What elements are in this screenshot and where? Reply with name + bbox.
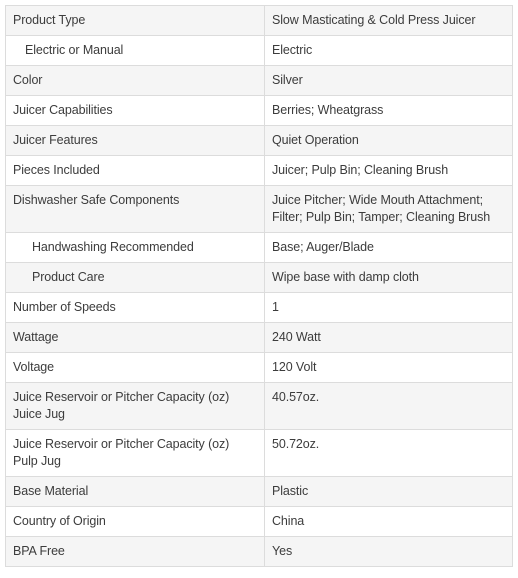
spec-row-juice-jug-capacity <box>6 383 513 430</box>
spec-value: Berries; Wheatgrass <box>265 96 513 126</box>
spec-value: Juice Pitcher; Wide Mouth Attachment; Filter; Pulp Bin; Tamper; Cleaning Brush <box>265 186 513 233</box>
spec-value: Slow Masticating & Cold Press Juicer <box>265 6 513 36</box>
spec-row-juicer-features <box>6 126 513 156</box>
spec-value: Plastic <box>265 477 513 507</box>
spec-label: Product Type <box>6 6 265 36</box>
spec-row-country-of-origin <box>6 507 513 537</box>
spec-value: Silver <box>265 66 513 96</box>
spec-value: China <box>265 507 513 537</box>
spec-label: Number of Speeds <box>6 293 265 323</box>
spec-value: Electric <box>265 36 513 66</box>
spec-value: 240 Watt <box>265 323 513 353</box>
spec-label: Juice Reservoir or Pitcher Capacity (oz) Pulp Jug <box>6 430 265 477</box>
spec-table-body <box>6 6 513 567</box>
spec-label: Juicer Features <box>6 126 265 156</box>
spec-value: 120 Volt <box>265 353 513 383</box>
spec-value: Quiet Operation <box>265 126 513 156</box>
spec-row-product-care <box>6 263 513 293</box>
spec-row-dishwasher-safe-components <box>6 186 513 233</box>
spec-value: 40.57oz. <box>265 383 513 430</box>
spec-label: Base Material <box>6 477 265 507</box>
spec-label: Country of Origin <box>6 507 265 537</box>
spec-row-product-type <box>6 6 513 36</box>
product-specifications-table <box>5 5 513 567</box>
spec-row-handwashing-recommended <box>6 233 513 263</box>
spec-row-pieces-included <box>6 156 513 186</box>
spec-row-bpa-free <box>6 537 513 567</box>
spec-label: Juicer Capabilities <box>6 96 265 126</box>
spec-label: Wattage <box>6 323 265 353</box>
spec-label: Color <box>6 66 265 96</box>
spec-value: Base; Auger/Blade <box>265 233 513 263</box>
spec-row-pulp-jug-capacity <box>6 430 513 477</box>
spec-row-voltage <box>6 353 513 383</box>
spec-label: BPA Free <box>6 537 265 567</box>
spec-value: Wipe base with damp cloth <box>265 263 513 293</box>
spec-row-wattage <box>6 323 513 353</box>
spec-label: Voltage <box>6 353 265 383</box>
spec-row-color <box>6 66 513 96</box>
spec-value: Yes <box>265 537 513 567</box>
spec-label: Electric or Manual <box>6 36 265 66</box>
spec-value: 50.72oz. <box>265 430 513 477</box>
spec-label: Dishwasher Safe Components <box>6 186 265 233</box>
spec-row-base-material <box>6 477 513 507</box>
spec-label: Pieces Included <box>6 156 265 186</box>
spec-row-number-of-speeds <box>6 293 513 323</box>
spec-label: Juice Reservoir or Pitcher Capacity (oz) Juice Jug <box>6 383 265 430</box>
spec-label: Product Care <box>6 263 265 293</box>
spec-value: 1 <box>265 293 513 323</box>
spec-value: Juicer; Pulp Bin; Cleaning Brush <box>265 156 513 186</box>
spec-label: Handwashing Recommended <box>6 233 265 263</box>
spec-row-electric-or-manual <box>6 36 513 66</box>
spec-row-juicer-capabilities <box>6 96 513 126</box>
